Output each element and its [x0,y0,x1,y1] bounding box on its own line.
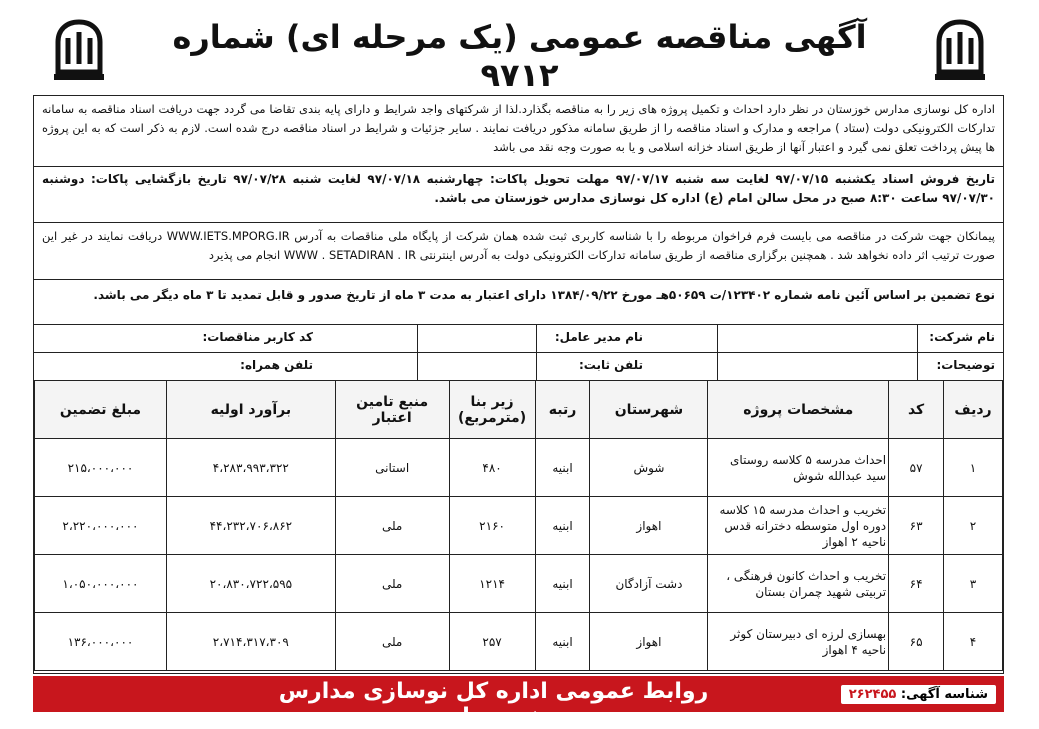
cell-area: ۲۱۶۰ [449,497,535,555]
header [0,0,1039,95]
cell-code: ۶۳ [889,497,944,555]
cell-estimate: ۲۰،۸۳۰،۷۲۲،۵۹۵ [166,555,335,613]
cell-row-no: ۱ [944,439,1003,497]
notes-label: توضیحات: [936,358,995,372]
divider [34,166,1003,167]
cell-project: تخریب و احداث مدرسه ۱۵ کلاسه دوره اول متوسطه دخترانه قدس ناحیه ۲ اهواز [708,497,889,555]
notice-frame [33,95,1004,674]
col-header-area: زیر بنا (مترمربع) [449,381,535,439]
notice-id-value: ۲۶۲۴۵۵ [848,687,897,702]
cell-guarantee: ۱۳۶،۰۰۰،۰۰۰ [35,613,167,671]
cell-code: ۵۷ [889,439,944,497]
cell-area: ۱۲۱۴ [449,555,535,613]
cell-funding: ملی [335,497,449,555]
cell-grade: ابنیه [535,613,590,671]
divider [34,279,1003,280]
phone-label: تلفن ثابت: [578,358,643,372]
col-header-city: شهرستان [590,381,708,439]
table-row [35,439,1003,497]
dates-paragraph: تاریخ فروش اسناد یکشنبه ۹۷/۰۷/۱۵ لغایت سه شنبه ۹۷/۰۷/۱۷ مهلت تحویل پاکات: چهارشنبه ۹۷/۰۷/۱۸ لغایت شنبه ۹۷/۰۷/۲۸ تاریخ بازگشایی پاکات: دوشنبه ۹۷/۰۷/۳۰ ساعت ۸:۳۰ صبح در محل سالن امام (ع) اداره کل نوسازی مدارس خوزستان می باشد. [42,172,995,205]
cell-estimate: ۴،۲۸۳،۹۹۳،۳۲۲ [166,439,335,497]
cell-funding: ملی [335,555,449,613]
cell-guarantee: ۲،۲۲۰،۰۰۰،۰۰۰ [35,497,167,555]
guarantee-paragraph: نوع تضمین بر اساس آئین نامه شماره ۱۲۳۴۰۲/ت ۵۰۶۵۹هـ مورخ ۱۳۸۴/۰۹/۲۲ دارای اعتبار به مدت ۳ ماه از تاریخ صدور و قابل تمدید تا ۳ ماه دیگر می باشد. [93,288,995,302]
cell-guarantee: ۱،۰۵۰،۰۰۰،۰۰۰ [35,555,167,613]
cell-code: ۶۵ [889,613,944,671]
col-header-code: کد [889,381,944,439]
notice-id-label: شناسه آگهی: [900,687,988,702]
table-header-row [35,381,1003,439]
cell-area: ۴۸۰ [449,439,535,497]
emblem-icon [925,18,995,84]
col-header-guarantee: مبلغ تضمین [35,381,167,439]
notice-id [841,685,996,704]
user-code-label: کد کاربر مناقصات: [202,330,313,344]
bidder-info [34,324,1003,380]
col-header-grade: رتبه [535,381,590,439]
cell-guarantee: ۲۱۵،۰۰۰،۰۰۰ [35,439,167,497]
manager-label: نام مدیر عامل: [554,330,643,344]
divider [917,324,918,380]
table-row [35,555,1003,613]
col-header-funding: منبع تامین اعتبار [335,381,449,439]
cell-city: اهواز [590,613,708,671]
info-row [34,324,1003,352]
cell-area: ۲۵۷ [449,613,535,671]
cell-city: اهواز [590,497,708,555]
cell-project: تخریب و احداث کانون فرهنگی ، تربیتی شهید چمران بستان [708,555,889,613]
cell-project: بهسازی لرزه ای دبیرستان کوثر ناحیه ۴ اهواز [708,613,889,671]
projects-table [34,380,1003,671]
cell-code: ۶۴ [889,555,944,613]
cell-estimate: ۴۴،۲۳۲،۷۰۶،۸۶۲ [166,497,335,555]
cell-row-no: ۴ [944,613,1003,671]
divider [417,324,418,380]
cell-funding: ملی [335,613,449,671]
mobile-label: تلفن همراه: [240,358,313,372]
divider [536,324,537,380]
col-header-project: مشخصات پروژه [708,381,889,439]
footer-bar [33,676,1004,729]
cell-estimate: ۲،۷۱۴،۳۱۷،۳۰۹ [166,613,335,671]
divider [717,324,718,380]
footer-title: روابط عمومی اداره کل نوسازی مدارس خوزستان [278,679,709,729]
col-header-estimate: برآورد اولیه [166,381,335,439]
emblem-icon [44,18,114,84]
participation-paragraph: پیمانکان جهت شرکت در مناقصه می بایست فرم فراخوان مربوطه را با شناسه کاربری ثبت شده همان شرکت از پایگاه ملی مناقصات به آدرس WWW.IETS.MPORG.IR دریافت نمایند در غیر این صورت ترتیب اثر داده نخواهد شد . همچنین برگزاری مناقصه از طریق سامانه تدارکات الکترونیکی دولت به آدرس اینترنتی WWW . SETADIRAN . IR انجام می پذیرد [42,229,995,262]
divider [34,222,1003,223]
cell-city: شوش [590,439,708,497]
cell-row-no: ۲ [944,497,1003,555]
cell-city: دشت آزادگان [590,555,708,613]
cell-row-no: ۳ [944,555,1003,613]
col-header-row-no: ردیف [944,381,1003,439]
cell-grade: ابنیه [535,497,590,555]
company-label: نام شرکت: [929,330,995,344]
cell-project: احداث مدرسه ۵ کلاسه روستای سید عبدالله شوش [708,439,889,497]
intro-paragraph: اداره کل نوسازی مدارس خوزستان در نظر دارد احداث و تکمیل پروژه های زیر را به مناقصه بگذارد.لذا از شرکتهای واجد شرایط و دارای پایه بندی تقاضا می گردد جهت دریافت اسناد مناقصه به سامانه تدارکات الکترونیکی دولت (ستاد ) مراجعه و مدارک و اسناد مناقصه را از طریق سامانه مذکور دریافت نمایند . سایر جزئیات و شرایط در اسناد مناقصه درج شده است. لازم به ذکر است که به این پروژه ها پیش پرداخت تعلق نمی گیرد و اعتبار آنها از طریق اسناد خزانه اسلامی و یا به صورت وجه نقد می باشد [42,102,995,154]
table-row [35,613,1003,671]
cell-funding: استانی [335,439,449,497]
page-title: آگهی مناقصه عمومی (یک مرحله ای) شماره ۹۷۱۲ [172,18,867,94]
table-row [35,497,1003,555]
info-row [34,352,1003,380]
cell-grade: ابنیه [535,439,590,497]
cell-grade: ابنیه [535,555,590,613]
